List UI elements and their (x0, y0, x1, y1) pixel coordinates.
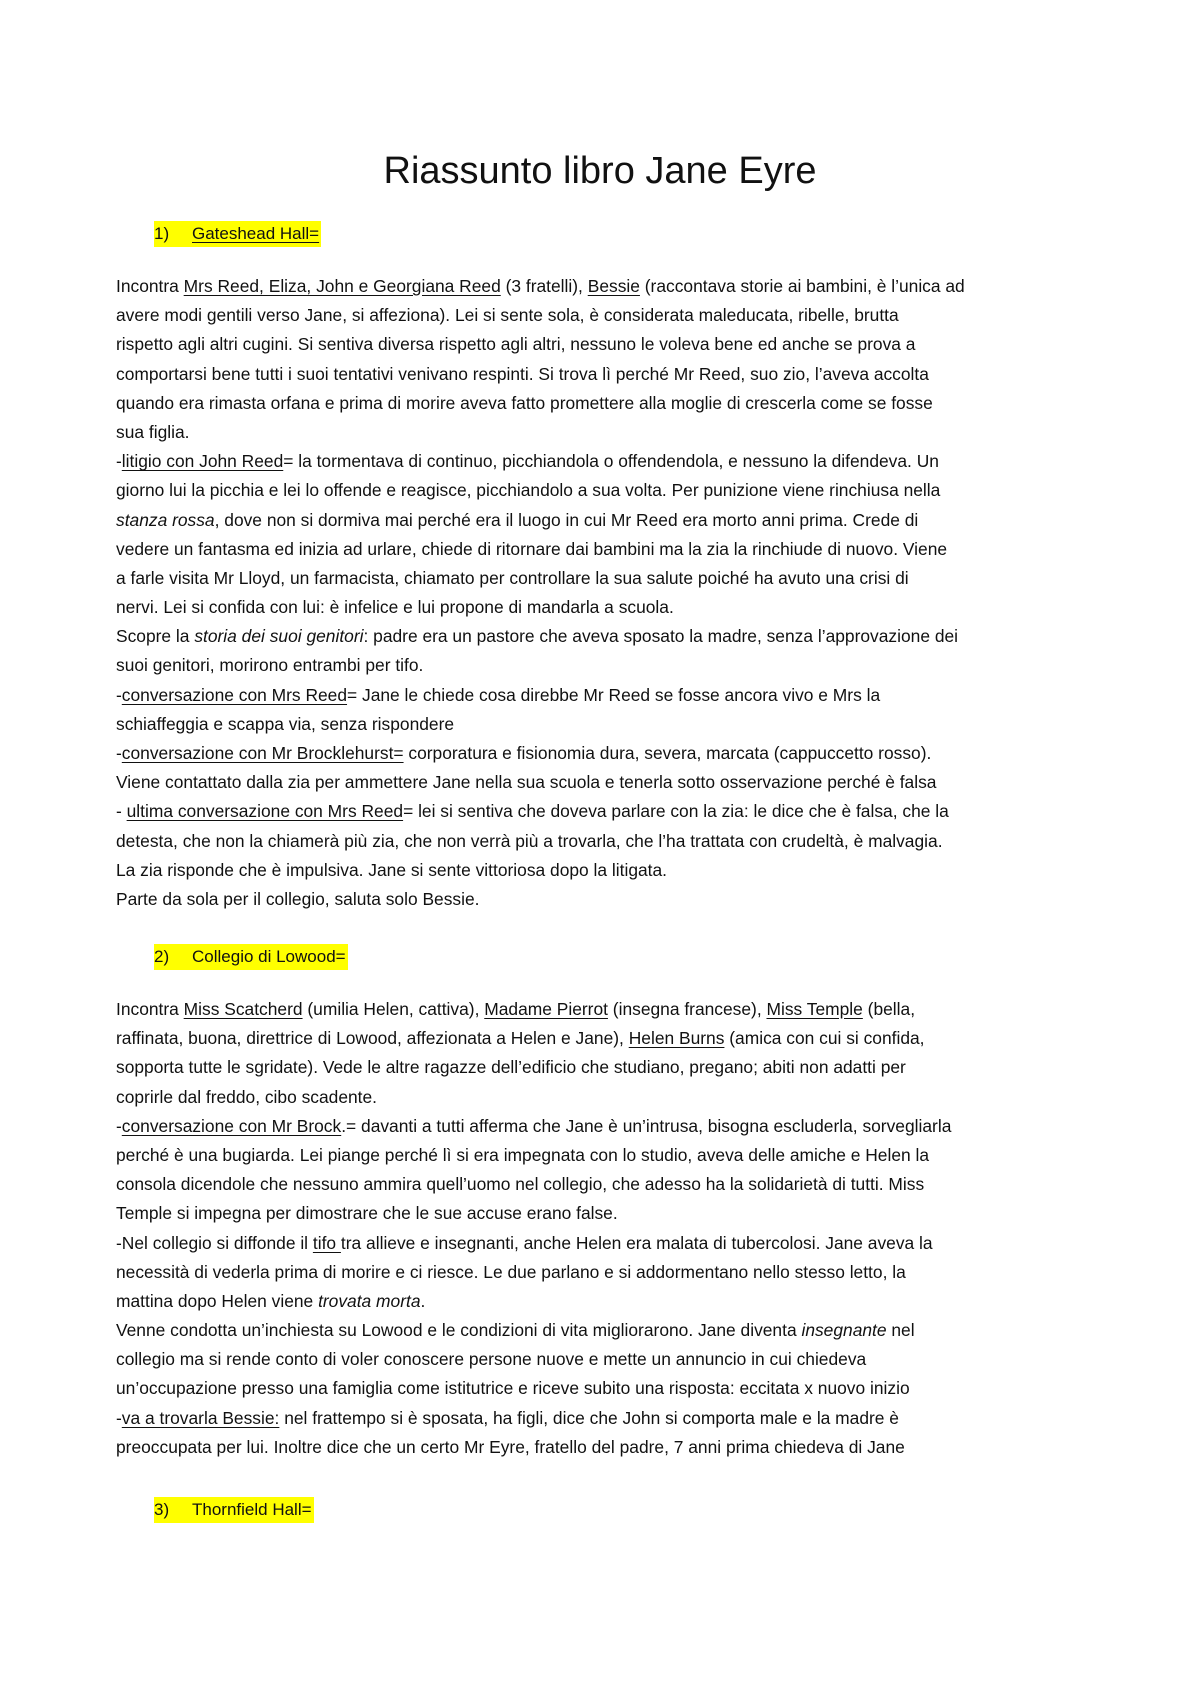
text-line (116, 1170, 1096, 1199)
underlined-text: tifo (312, 1232, 341, 1253)
text-run: coprirle dal freddo, cibo scadente. (116, 1086, 378, 1107)
text-run: tra allieve e insegnanti, anche Helen era malata di tubercolosi. Jane aveva la (340, 1232, 933, 1253)
text-run: giorno lui la picchia e lei lo offende e reagisce, picchiandolo a sua volta. Per punizione viene rinchiusa nella (116, 480, 941, 501)
text-run: preoccupata per lui. Inoltre dice che un certo Mr Eyre, fratello del padre, 7 anni prima chiedeva di Jane (116, 1436, 905, 1457)
text-line (116, 272, 1096, 301)
text-run: (raccontava storie ai bambini, è l’unica ad (639, 276, 965, 296)
text-run: , dove non si dormiva mai perché era il luogo in cui Mr Reed era morto anni prima. Crede di (214, 509, 919, 530)
text-run: Viene contattato dalla zia per ammettere Jane nella sua scuola e tenerla sotto osservazione perché è falsa (116, 772, 937, 793)
italic-text: insegnante (801, 1320, 887, 1341)
underlined-text: conversazione con Mr Brocklehurst= (121, 743, 404, 763)
text-line (116, 1404, 1096, 1433)
underlined-text: litigio con John Reed (121, 451, 284, 472)
text-line (116, 476, 1096, 505)
text-run: un’occupazione presso una famiglia come istitutrice e riceve subito una risposta: eccitata x nuovo inizio (116, 1378, 910, 1399)
section-heading-gateshead (154, 221, 321, 247)
text-line (116, 827, 1096, 856)
text-line (116, 856, 1096, 885)
text-run: - (116, 684, 122, 705)
text-line (116, 535, 1096, 564)
text-line (116, 1112, 1096, 1141)
text-run: Venne condotta un’inchiesta su Lowood e le condizioni di vita migliorarono. Jane diventa (116, 1320, 802, 1341)
text-run: rispetto agli altri cugini. Si sentiva diversa rispetto agli altri, nessuno le voleva bene ed anche se prova a (116, 334, 916, 355)
text-line (116, 1433, 1096, 1462)
section-label: Collegio di Lowood= (192, 944, 348, 970)
text-run: (3 fratelli), (500, 276, 588, 296)
text-line (116, 885, 1096, 914)
italic-text: trovata morta (318, 1290, 421, 1311)
text-line (116, 1024, 1096, 1053)
text-line (116, 330, 1096, 359)
text-run: -Nel collegio si diffonde il (116, 1232, 313, 1253)
underlined-text: Helen Burns (628, 1028, 725, 1049)
text-run: quando era rimasta orfana e prima di morire aveva fatto promettere alla moglie di crescerla come se fosse (116, 392, 933, 413)
text-run: - (116, 451, 122, 472)
underlined-text: conversazione con Mr Brock (121, 1115, 342, 1136)
text-line (116, 389, 1096, 418)
text-line (116, 710, 1096, 739)
text-run: nervi. Lei si confida con lui: è infelice e lui propone di mandarla a scuola. (116, 597, 674, 618)
text-run: consola dicendole che nessuno ammira quell’uomo nel collegio, che adesso ha la solidarietà di tutti. Miss (116, 1174, 925, 1195)
section-heading-thornfield (154, 1497, 314, 1523)
text-run: schiaffeggia e scappa via, senza rispondere (116, 713, 455, 734)
text-run: necessità di vederla prima di morire e ci riesce. Le due parlano e si addormentano nello stesso letto, la (116, 1261, 906, 1282)
text-line (116, 1316, 1096, 1345)
text-line (116, 651, 1096, 680)
italic-text: stanza rossa (116, 509, 215, 530)
text-run: perché è una bugiarda. Lei piange perché lì si era impegnata con lo studio, aveva delle amiche e Helen la (116, 1144, 930, 1165)
text-run: (amica con cui si confida, (724, 1028, 925, 1049)
section-number: 3) (154, 1497, 192, 1523)
text-run: (bella, (862, 999, 916, 1019)
text-line (116, 1229, 1096, 1258)
text-line (116, 1083, 1096, 1112)
text-run: avere modi gentili verso Jane, si affeziona). Lei si sente sola, è considerata maleducata, ribelle, brutta (116, 305, 899, 326)
text-run: raffinata, buona, direttrice di Lowood, affezionata a Helen e Jane), (116, 1028, 629, 1049)
section-label: Gateshead Hall= (192, 221, 321, 247)
text-line (116, 1199, 1096, 1228)
text-run: - (116, 1115, 122, 1136)
text-run: Incontra (116, 276, 184, 296)
underlined-text: Miss Temple (766, 999, 863, 1019)
document-title: Riassunto libro Jane Eyre (383, 150, 817, 192)
underlined-text: Bessie (587, 276, 640, 296)
italic-text: storia dei suoi genitori (194, 626, 364, 647)
text-line (116, 593, 1096, 622)
text-line (116, 1053, 1096, 1082)
text-line (116, 447, 1096, 476)
text-run: = la tormentava di continuo, picchiandola o offendendola, e nessuno la difendeva. Un (283, 451, 939, 472)
text-line (116, 564, 1096, 593)
text-line (116, 768, 1096, 797)
text-run: - (116, 743, 122, 763)
text-line (116, 1374, 1096, 1403)
text-run: (insegna francese), (607, 999, 767, 1019)
text-run: corporatura e fisionomia dura, severa, marcata (cappuccetto rosso). (403, 743, 932, 763)
text-line (116, 418, 1096, 447)
text-run: collegio ma si rende conto di voler conoscere persone nuove e mette un annuncio in cui chiedeva (116, 1349, 867, 1370)
underlined-text: va a trovarla Bessie: (121, 1407, 280, 1428)
section-number: 1) (154, 221, 192, 247)
text-line (116, 1345, 1096, 1374)
text-line (116, 1258, 1096, 1287)
text-line (116, 797, 1096, 826)
text-run: .= davanti a tutti afferma che Jane è un’intrusa, bisogna escluderla, sorvegliarla (341, 1115, 952, 1136)
text-run: Parte da sola per il collegio, saluta solo Bessie. (116, 888, 480, 909)
text-line (116, 995, 1096, 1024)
text-line (116, 360, 1096, 389)
text-run: comportarsi bene tutti i suoi tentativi venivano respinti. Si trova lì perché Mr Reed, suo zio, l’aveva accolta (116, 363, 929, 384)
text-run: Temple si impegna per dimostrare che le sue accuse erano false. (116, 1203, 618, 1224)
text-run: - (116, 801, 127, 822)
text-run: = Jane le chiede cosa direbbe Mr Reed se fosse ancora vivo e Mrs la (347, 684, 881, 705)
section-body-gateshead (116, 272, 1096, 914)
section-label: Thornfield Hall= (192, 1497, 314, 1523)
text-line (116, 1287, 1096, 1316)
text-run: mattina dopo Helen viene (116, 1290, 319, 1311)
text-run: nel frattempo si è sposata, ha figli, dice che John si comporta male e la madre è (279, 1407, 899, 1428)
section-number: 2) (154, 944, 192, 970)
text-run: . (420, 1290, 426, 1311)
text-run: Scopre la (116, 626, 195, 647)
underlined-text: ultima conversazione con Mrs Reed (126, 801, 404, 822)
underlined-text: conversazione con Mrs Reed (121, 684, 348, 705)
text-line (116, 622, 1096, 651)
text-run: nel (886, 1320, 915, 1341)
text-run: a farle visita Mr Lloyd, un farmacista, chiamato per controllare la sua salute poiché ha avuto una crisi di (116, 567, 909, 588)
text-run: vedere un fantasma ed inizia ad urlare, chiede di ritornare dai bambini ma la zia la rinchiude di nuovo. Viene (116, 538, 948, 559)
text-run: sopporta tutte le sgridate). Vede le altre ragazze dell’edificio che studiano, pregano; abiti non adatti per (116, 1057, 906, 1078)
text-line (116, 739, 1096, 768)
section-body-lowood (116, 995, 1096, 1462)
underlined-text: Madame Pierrot (484, 999, 608, 1019)
text-run: = lei si sentiva che doveva parlare con la zia: le dice che è falsa, che la (403, 801, 949, 822)
text-run: suoi genitori, morirono entrambi per tifo. (116, 655, 424, 676)
text-line (116, 301, 1096, 330)
text-run: : padre era un pastore che aveva sposato la madre, senza l’approvazione dei (363, 626, 959, 647)
underlined-text: Mrs Reed, Eliza, John e Georgiana Reed (183, 276, 501, 296)
text-line (116, 1141, 1096, 1170)
text-run: sua figlia. (116, 421, 190, 442)
text-run: (umilia Helen, cattiva), (302, 999, 485, 1019)
text-run: La zia risponde che è impulsiva. Jane si sente vittoriosa dopo la litigata. (116, 859, 668, 880)
section-heading-lowood (154, 944, 348, 970)
text-line (116, 506, 1096, 535)
text-line (116, 681, 1096, 710)
underlined-text: Miss Scatcherd (183, 999, 303, 1019)
text-run: detesta, che non la chiamerà più zia, che non verrà più a trovarla, che l’ha trattata con crudeltà, è malvagia. (116, 830, 943, 851)
text-run: Incontra (116, 999, 184, 1019)
text-run: - (116, 1407, 122, 1428)
